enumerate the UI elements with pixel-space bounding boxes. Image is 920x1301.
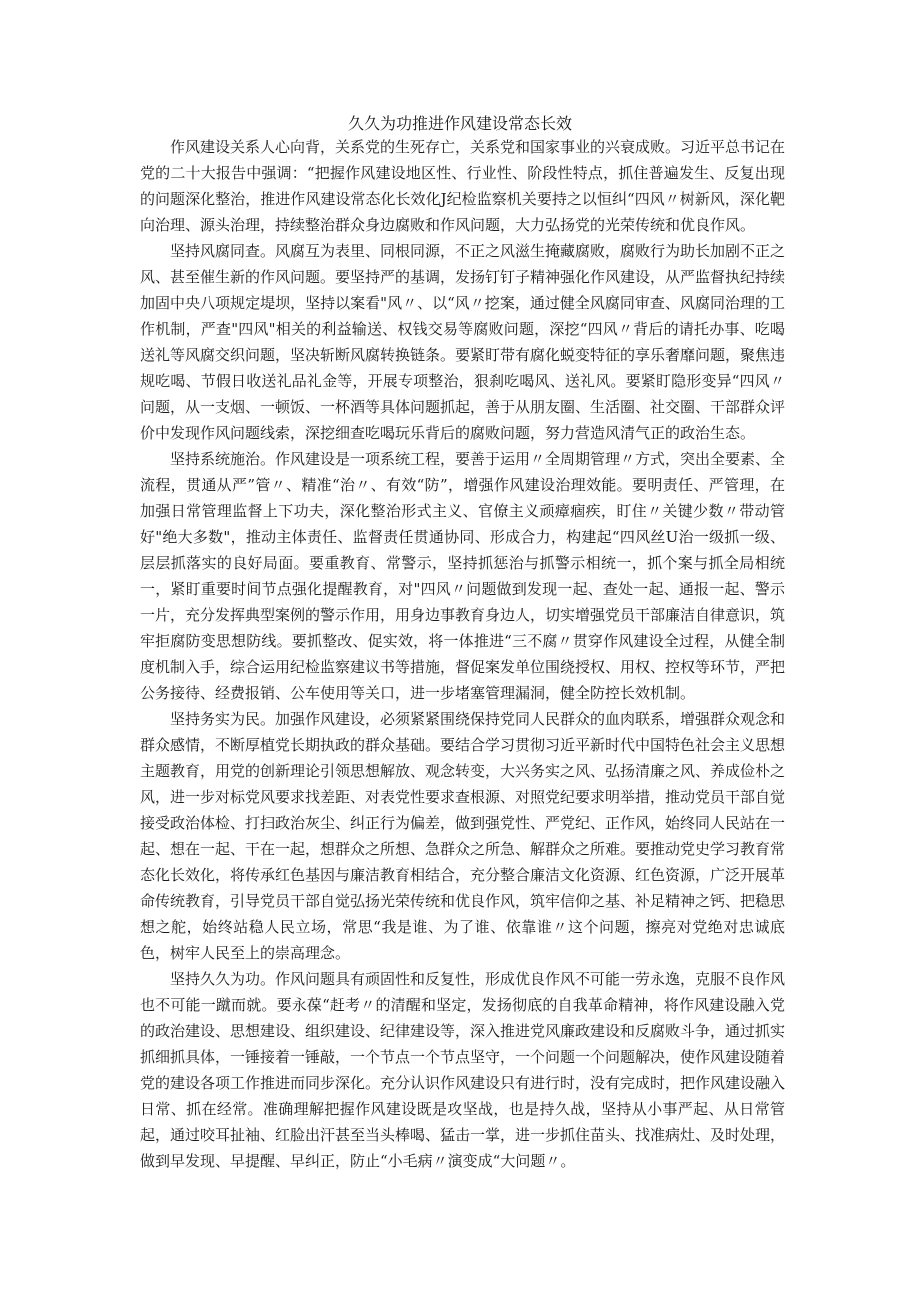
paragraph-feng-fu-tong-cha: 坚持风腐同查。风腐互为表里、同根同源，不正之风滋生掩藏腐败，腐败行为助长加剧不正之风、甚至催生新的作风问题。要坚持严的基调，发扬钉钉子精神强化作风建设，从严监督执纪持续加固中央八项规定堤坝，坚持以案看"风〃、以“风〃挖案，通过健全风腐同审查、风腐同治理的工作机制，严查"四风"相关的利益输送、权钱交易等腐败问题，深挖“四风〃背后的请托办事、吃喝送礼等风腐交织问题，坚决斩断风腐转换链条。要紧盯带有腐化蜕变特征的享乐奢靡问题，聚焦违规吃喝、节假日收送礼品礼金等，开展专项整治，狠刹吃喝风、送礼风。要紧盯隐形变异“四风〃问题，从一支烟、一顿饭、一杯酒等具体问题抓起，善于从朋友圈、生活圈、社交圈、干部群众评价中发现作风问题线索，深挖细查吃喝玩乐背后的腐败问题，努力营造风清气正的政治生态。 xyxy=(140,242,786,442)
paragraph-intro: 作风建设关系人心向背，关系党的生死存亡，关系党和国家事业的兴衰成败。习近平总书记在党的二十大报告中强调：“把握作风建设地区性、行业性、阶段性特点，抓住普遍发生、反复出现的问题深化整治，推进作风建设常态化长效化J纪检监察机关要持之以恒纠“四风〃树新风，深化靶向治理、源头治理，持续整治群众身边腐败和作风问题，大力弘扬党的光荣传统和优良作风。 xyxy=(140,138,786,234)
document-title: 久久为功推进作风建设常态长效 xyxy=(347,114,572,133)
document-body xyxy=(140,134,785,1174)
paragraph-wu-shi-wei-min: 坚持务实为民。加强作风建设，必须紧紧围绕保持党同人民群众的血肉联系，增强群众观念和群众感情，不断厚植党长期执政的群众基础。要结合学习贯彻习近平新时代中国特色社会主义思想主题教育，用党的创新理论引领思想解放、观念转变，大兴务实之风、弘扬清廉之风、养成俭朴之风，进一步对标党风要求找差距、对表党性要求查根源、对照党纪要求明举措，推动党员干部自觉接受政治体检、打扫政治灰尘、纠正行为偏差，做到强党性、严党纪、正作风，始终同人民站在一起、想在一起、干在一起，想群众之所想、急群众之所急、解群众之所难。要推动党史学习教育常态化长效化，将传承红色基因与廉洁教育相结合，充分整合廉洁文化资源、红色资源，广泛开展革命传统教育，引导党员干部自觉弘扬光荣传统和优良作风，筑牢信仰之基、补足精神之钙、把稳思想之舵，始终站稳人民立场，常思“我是谁、为了谁、依靠谁〃这个问题，擦亮对党绝对忠诚底色，树牢人民至上的崇高理念。 xyxy=(140,710,786,962)
paragraph-jiu-jiu-wei-gong: 坚持久久为功。作风问题具有顽固性和反复性，形成优良作风不可能一劳永逸，克服不良作风也不可能一蹴而就。要永葆“赶考〃的清醒和坚定，发扬彻底的自我革命精神，将作风建设融入党的政治建设、思想建设、组织建设、纪律建设等，深入推进党风廉政建设和反腐败斗争，通过抓实抓细抓具体，一锤接着一锤敲，一个节点一个节点坚守，一个问题一个问题解决，使作风建设随着党的建设各项工作推进而同步深化。充分认识作风建设只有进行时，没有完成时，把作风建设融入日常、抓在经常。准确理解把握作风建设既是攻坚战，也是持久战，坚持从小事严起、从日常管起，通过咬耳扯袖、红脸出汗甚至当头棒喝、猛击一掌，进一步抓住苗头、找准病灶、及时处理，做到早发现、早提醒、早纠正，防止“小毛病〃演变成“大问题〃。 xyxy=(140,970,786,1170)
paragraph-xi-tong-shi-zhi: 坚持系统施治。作风建设是一项系统工程，要善于运用〃全周期管理〃方式，突出全要素、全流程，贯通从严”管〃、精准“治〃、有效“防”，增强作风建设治理效能。要明责任、严管理，在加强日常管理监督上下功夫，深化整治形式主义、官僚主义顽瘴痼疾，盯住〃关键少数〃带动管好"绝大多数"，推动主体责任、监督责任贯通协同、形成合力，构建起“四风丝U治一级抓一级、层层抓落实的良好局面。要重教育、常警示，坚持抓惩治与抓警示相统一，抓个案与抓全局相统一，紧盯重要时间节点强化提醒教育，对"四风〃问题做到发现一起、查处一起、通报一起、警示一片，充分发挥典型案例的警示作用，用身边事教育身边人，切实增强党员干部廉洁自律意识，筑牢拒腐防变思想防线。要抓整改、促实效，将一体推进“三不腐〃贯穿作风建设全过程，从健全制度机制入手，综合运用纪检监察建议书等措施，督促案发单位围绕授权、用权、控权等环节，严把公务接待、经费报销、公车使用等关口，进一步堵塞管理漏洞，健全防控长效机制。 xyxy=(140,450,786,702)
